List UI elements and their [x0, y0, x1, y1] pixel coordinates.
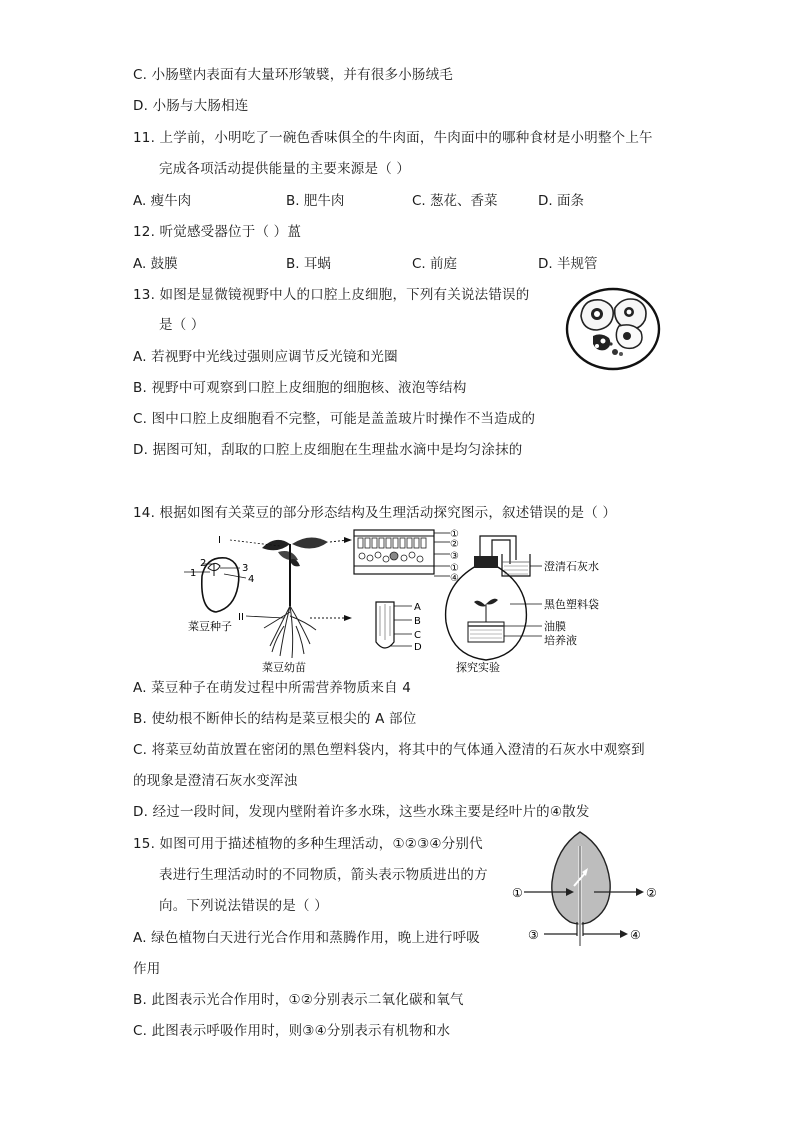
q14-option-c-line1: C. 将菜豆幼苗放置在密闭的黑色塑料袋内，将其中的气体通入澄清的石灰水中观察到	[133, 742, 645, 758]
leaf-layer-3-label: ③	[450, 551, 459, 562]
seed-caption: 菜豆种子	[188, 620, 232, 633]
nutrient-solution-label: 培养液	[544, 634, 577, 647]
q15-option-c: C. 此图表示呼吸作用时，则③④分别表示有机物和水	[133, 1023, 451, 1039]
q15-option-a-line2: 作用	[133, 961, 161, 977]
q15-leaf-figure	[510, 826, 670, 950]
q15-stem-line1: 15. 如图可用于描述植物的多种生理活动，①②③④分别代	[133, 836, 483, 852]
q15-option-a-line1: A. 绿色植物白天进行光合作用和蒸腾作用，晚上进行呼吸	[133, 930, 480, 946]
experiment-caption: 探究实验	[456, 661, 500, 674]
cell-nucleus	[623, 332, 631, 340]
limewater-label: 澄清石灰水	[544, 560, 599, 573]
q11-stem-line1: 11. 上学前，小明吃了一碗色香味俱全的牛肉面，牛肉面中的哪种食材是小明整个上午	[133, 130, 653, 146]
q14-option-b: B. 使幼根不断伸长的结构是菜豆根尖的 A 部位	[133, 711, 417, 727]
q13-option-a: A. 若视野中光线过强则应调节反光镜和光圈	[133, 349, 398, 365]
q15-stem-line2: 表进行生理活动时的不同物质，箭头表示物质进出的方	[159, 867, 488, 883]
root-zone-a-label: A	[414, 602, 421, 613]
field-of-view-circle	[567, 289, 659, 369]
substance-1-label: ①	[512, 886, 523, 900]
q13-option-b: B. 视野中可观察到口腔上皮细胞的细胞核、液泡等结构	[133, 380, 467, 396]
root-zone-c-label: C	[414, 630, 421, 641]
q13-stem-line1: 13. 如图是显微镜视野中人的口腔上皮细胞，下列有关说法错误的	[133, 287, 530, 303]
q14-option-c-line2: 的现象是澄清石灰水变浑浊	[133, 773, 298, 789]
q14-option-d: D. 经过一段时间，发现内壁附着许多水珠，这些水珠主要是经叶片的④散发	[133, 804, 590, 820]
q11-option-a: A. 瘦牛肉	[133, 193, 192, 209]
oil-film-label: 油膜	[544, 620, 566, 633]
q13-stem-line2: 是（ ）	[159, 317, 205, 333]
bean-seed	[184, 558, 249, 612]
seed-part-2-label: 2	[200, 558, 207, 569]
q12-option-b: B. 耳蜗	[286, 256, 331, 272]
leaf-layer-4-label: ④	[450, 573, 459, 584]
q11-stem-line2: 完成各项活动提供能量的主要来源是（ ）	[159, 161, 411, 177]
seed-part-4-label: 4	[248, 574, 255, 585]
q13-option-c: C. 图中口腔上皮细胞看不完整，可能是盖盖玻片时操作不当造成的	[133, 411, 536, 427]
black-bag-label: 黑色塑料袋	[544, 598, 599, 611]
q12-option-d: D. 半规管	[538, 256, 598, 272]
q11-option-d: D. 面条	[538, 193, 584, 209]
q10-option-c: C. 小肠壁内表面有大量环形皱襞，并有很多小肠绒毛	[133, 67, 454, 83]
q10-option-d: D. 小肠与大肠相连	[133, 98, 249, 114]
q12-option-a: A. 鼓膜	[133, 256, 178, 272]
substance-2-label: ②	[646, 886, 657, 900]
root-zone-b-label: B	[414, 616, 421, 627]
experiment-apparatus	[446, 536, 542, 660]
q15-stem-line3: 向。下列说法错误的是（ ）	[159, 898, 328, 914]
seedling-caption: 菜豆幼苗	[262, 661, 306, 674]
substance-3-label: ③	[528, 928, 539, 942]
q14-bean-figure	[180, 526, 660, 674]
q11-option-c: C. 葱花、香菜	[412, 193, 498, 209]
seed-part-1-label: 1	[190, 568, 197, 579]
leaf-cross-section	[330, 530, 450, 576]
q12-stem: 12. 听觉感受器位于（ ）蒕	[133, 224, 302, 240]
bean-seedling	[230, 537, 328, 658]
root-zone-d-label: D	[414, 642, 422, 653]
q12-option-c: C. 前庭	[412, 256, 458, 272]
q13-microscope-figure	[563, 286, 663, 372]
q11-option-b: B. 肥牛肉	[286, 193, 345, 209]
leaf-layer-2-label: ②	[450, 539, 459, 550]
q15-option-b: B. 此图表示光合作用时，①②分别表示二氧化碳和氧气	[133, 992, 464, 1008]
leaf-layer-1-label: ①	[450, 529, 459, 540]
seedling-label-i: I	[218, 535, 221, 546]
seed-part-3-label: 3	[242, 563, 249, 574]
seedling-label-ii: II	[238, 612, 244, 623]
root-tip	[310, 602, 412, 648]
q13-option-d: D. 据图可知，刮取的口腔上皮细胞在生理盐水滴中是均匀涂抹的	[133, 442, 523, 458]
leaf-layer-1b-label: ①	[450, 563, 459, 574]
substance-4-label: ④	[630, 928, 641, 942]
q14-option-a: A. 菜豆种子在萌发过程中所需营养物质来自 4	[133, 680, 412, 696]
q14-stem: 14. 根据如图有关菜豆的部分形态结构及生理活动探究图示，叙述错误的是（ ）	[133, 505, 617, 521]
